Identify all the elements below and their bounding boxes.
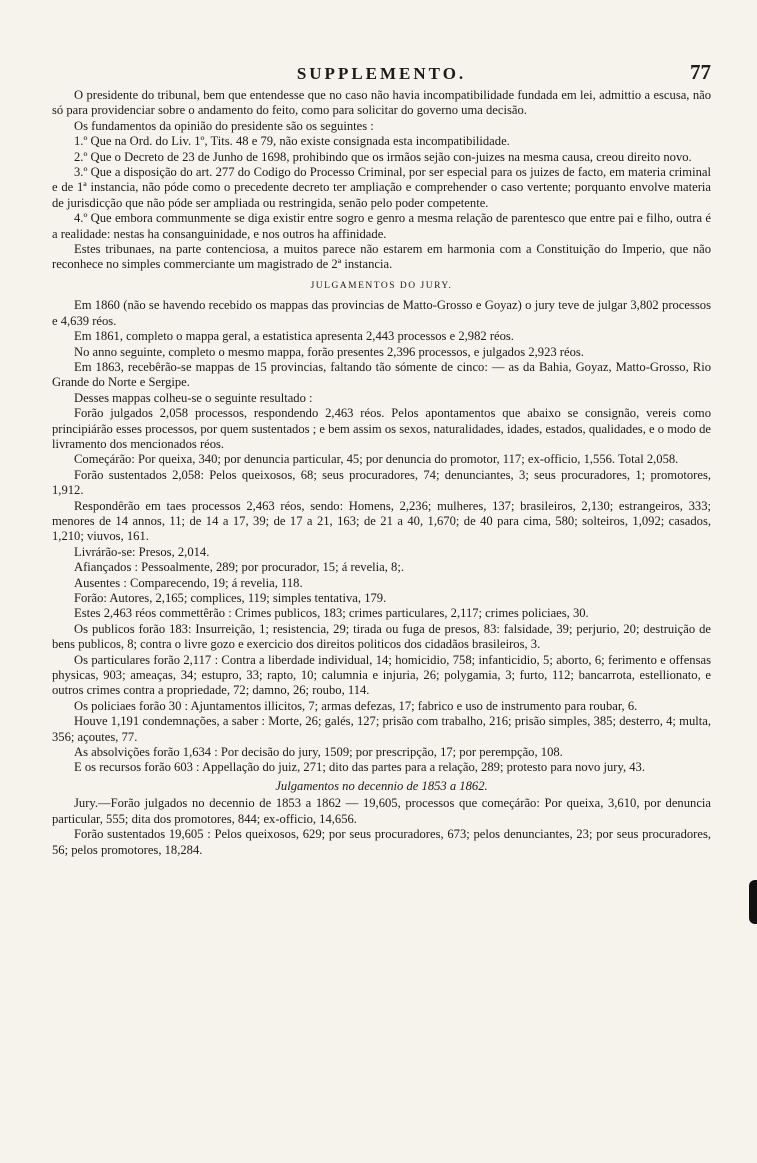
jury-section bbox=[52, 298, 711, 776]
paragraph: Em 1863, recebêrão-se mappas de 15 provincias, faltando tão sómente de cinco: — as da Bahia, Goyaz, Matto-Grosso, Rio Grande do Norte e Sergipe. bbox=[52, 359, 711, 390]
paragraph: 1.º Que na Ord. do Liv. 1º, Tits. 48 e 79, não existe consignada esta incompatibilidade. bbox=[74, 134, 510, 149]
paragraph: Respondêrão em taes processos 2,463 réos, sendo: Homens, 2,236; mulheres, 137; brasileiros, 2,130; estrangeiros, 333; menores de 14 annos, 11; de 14 a 17, 39; de 17 a 21, 163; de 21 a 40, 1,670; de 40 para cima, 580; solteiros, 1,092; casados, 1,210; viuvos, 161. bbox=[52, 498, 711, 544]
paragraph: As absolvições forão 1,634 : Por decisão do jury, 1509; por prescripção, 17; por perempção, 108. bbox=[74, 745, 563, 760]
running-title: SUPPLEMENTO. bbox=[296, 64, 467, 83]
document-body bbox=[52, 88, 711, 858]
section-heading-decennio: Julgamentos no decennio de 1853 a 1862. bbox=[275, 778, 488, 793]
decennio-section bbox=[52, 796, 711, 858]
paragraph: Livrárão-se: Presos, 2,014. bbox=[74, 544, 210, 559]
paragraph: 2.º Que o Decreto de 23 de Junho de 1698, prohibindo que os irmãos sejão con-juizes na mesma causa, creou direito novo. bbox=[74, 149, 692, 164]
ink-smudge bbox=[749, 880, 757, 924]
tribunal-section bbox=[52, 88, 711, 273]
paragraph: Forão sustentados 19,605 : Pelos queixosos, 629; por seus procuradores, 673; pelos denunciantes, 23; por seus procuradores, 56; pelos promotores, 18,284. bbox=[52, 827, 711, 857]
paragraph: Em 1861, completo o mappa geral, a estatistica apresenta 2,443 processos e 2,982 réos. bbox=[74, 329, 514, 344]
section-heading-jury: JULGAMENTOS DO JURY. bbox=[310, 280, 453, 291]
paragraph: Os publicos forão 183: Insurreição, 1; resistencia, 29; tirada ou fuga de presos, 83: falsidade, 39; perjurio, 20; destruição de bens publicos, 8; contra o livre gozo e exercicio dos direitos politicos dos cidadãos brasileiros, 3. bbox=[52, 621, 711, 652]
paragraph: Jury.—Forão julgados no decennio de 1853 a 1862 — 19,605, processos que começárão: Por queixa, 3,610, por denuncia particular, 555; dita dos promotores, 844; ex-officio, 14,656. bbox=[52, 796, 711, 826]
paragraph: 4.º Que embora communmente se diga existir entre sogro e genro a mesma relação de parentesco que entre pai e filho, outra é a realidade: nestas ha consanguinidade, e nos outros ha affinidade. bbox=[52, 211, 711, 241]
paragraph: Houve 1,191 condemnações, a saber : Morte, 26; galés, 127; prisão com trabalho, 216; prisão simples, 385; desterro, 4; multa, 356; açoutes, 77. bbox=[52, 714, 711, 744]
paragraph: No anno seguinte, completo o mesmo mappa, forão presentes 2,396 processos, e julgados 2,923 réos. bbox=[74, 344, 584, 359]
paragraph: Ausentes : Comparecendo, 19; á revelia, 118. bbox=[74, 575, 303, 590]
paragraph: Os policiaes forão 30 : Ajuntamentos illicitos, 7; armas defezas, 17; fabrico e uso de instrumento para roubar, 6. bbox=[74, 698, 638, 713]
paragraph: Estes 2,463 réos commettêrão : Crimes publicos, 183; crimes particulares, 2,117; crimes policiaes, 30. bbox=[74, 606, 589, 621]
paragraph: Desses mappas colheu-se o seguinte resultado : bbox=[74, 390, 313, 405]
paragraph: Estes tribunaes, na parte contenciosa, a muitos parece não estarem em harmonia com a Constituição do Imperio, que não reconhece no simples commerciante um magistrado de 2ª instancia. bbox=[52, 242, 711, 272]
page-header bbox=[52, 58, 711, 88]
paragraph: O presidente do tribunal, bem que entendesse que no caso não havia incompatibilidade fundada em lei, admittio a escusa, não só para providenciar sobre o andamento do feito, como para solicitar do governo uma decisão. bbox=[52, 88, 711, 118]
paragraph: Começárão: Por queixa, 340; por denuncia particular, 45; por denuncia do promotor, 117; ex-officio, 1,556. Total 2,058. bbox=[74, 452, 679, 467]
paragraph: Os particulares forão 2,117 : Contra a liberdade individual, 14; homicidio, 758; infanticidio, 5; aborto, 6; ferimento e offensas physicas, 903; ameaças, 34; estupro, 33; rapto, 10; calumnia e injuria, 26; polygamia, 3; furto, 112; bancarrota, estellionato, e outros crimes contra a propriedade, 72; damno, 26; roubo, 114. bbox=[52, 652, 711, 698]
paragraph: 3.º Que a disposição do art. 277 do Codigo do Processo Criminal, por ser especial para os juizes de facto, em materia criminal e de 1ª instancia, não póde como o precedente decreto ter ampliação e comprehender o caso vertente; porquanto envolve materia de jurisdicção que não póde ser ampliada ou restringida, senão pelo poder competente. bbox=[52, 165, 711, 210]
paragraph: Em 1860 (não se havendo recebido os mappas das provincias de Matto-Grosso e Goyaz) o jury teve de julgar 3,802 processos e 4,639 réos. bbox=[52, 298, 711, 328]
paragraph: Afiançados : Pessoalmente, 289; por procurador, 15; á revelia, 8;. bbox=[74, 560, 404, 575]
paragraph: Forão sustentados 2,058: Pelos queixosos, 68; seus procuradores, 74; denunciantes, 3; seus procuradores, 1; promotores, 1,912. bbox=[52, 467, 711, 498]
paragraph: Forão julgados 2,058 processos, respondendo 2,463 réos. Pelos apontamentos que abaixo se consignão, vereis como principiárão esses processos, por quem sustentados ; e bem assim os sexos, naturalidades, idades, estados, qualidades, e o modo de livramento dos mencionados réos. bbox=[52, 406, 711, 451]
paragraph: Forão: Autores, 2,165; complices, 119; simples tentativa, 179. bbox=[74, 591, 387, 605]
paragraph: E os recursos forão 603 : Appellação do juiz, 271; dito das partes para a relação, 289; protesto para novo jury, 43. bbox=[74, 760, 645, 775]
page-number: 77 bbox=[690, 60, 711, 84]
paragraph: Os fundamentos da opinião do presidente são os seguintes : bbox=[74, 118, 374, 133]
